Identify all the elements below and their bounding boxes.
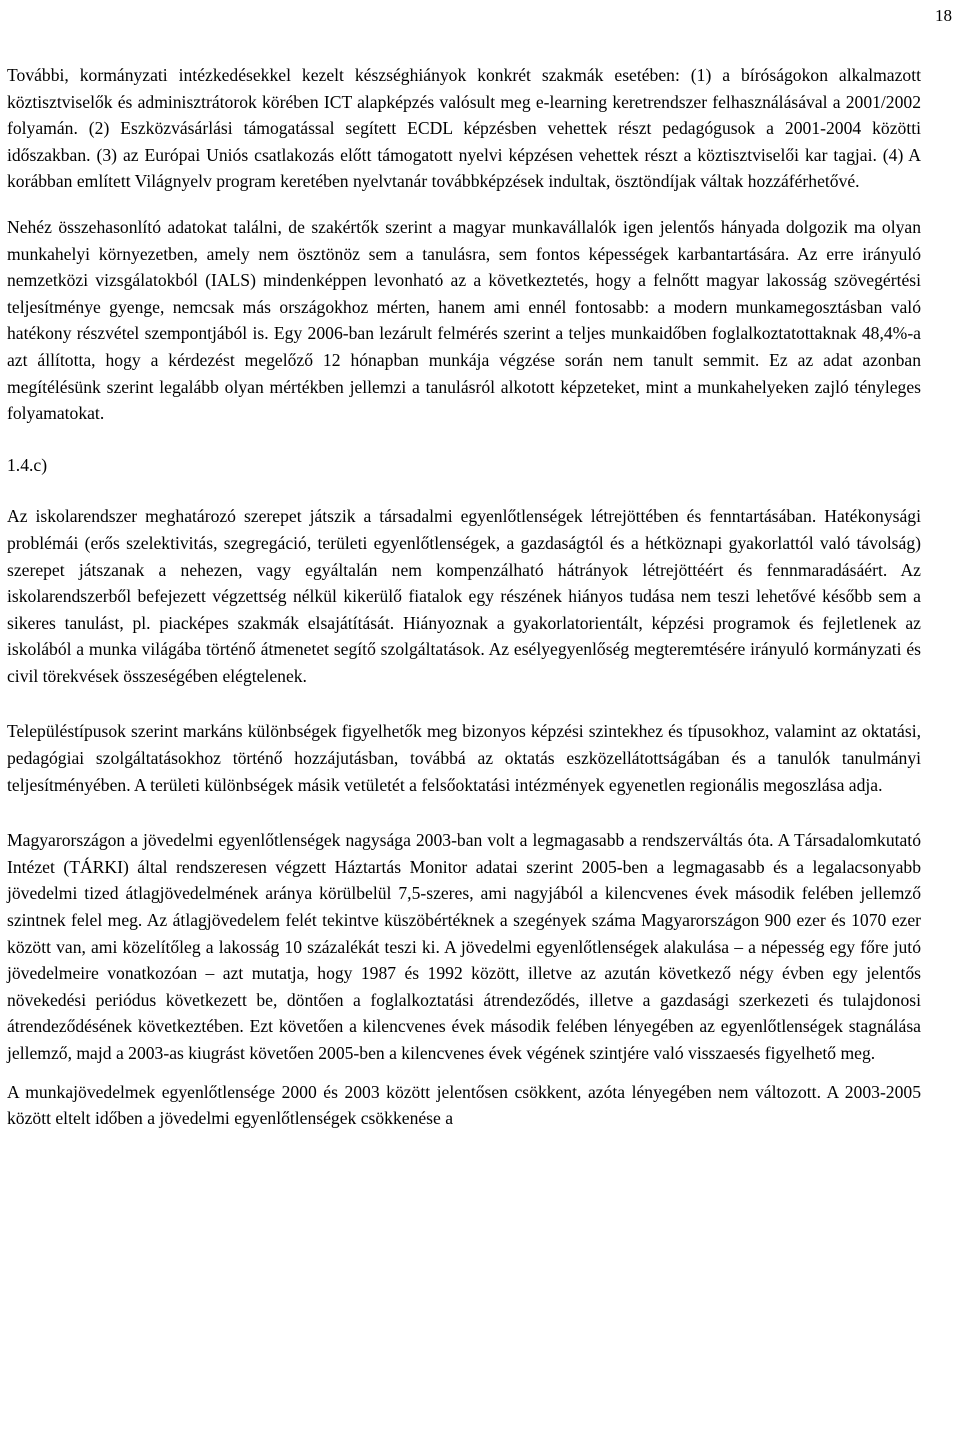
paragraph-workplace-learning: Nehéz összehasonlító adatokat találni, de szakértők szerint a magyar munkavállalók igen jelentős hányada dolgozik ma olyan munkahelyi környezetben, amely nem ösztönöz sem a tanulásra, sem fontos képességek karbantartására. Az erre irányuló nemzetközi vizsgálatokból (IALS) mindenképpen levonható az a következtetés, hogy a felnőtt magyar lakosság szövegértési teljesítménye gyenge, nemcsak más országokhoz mérten, hanem ami ennél fontosabb: a modern munkamegosztásban való hatékony részvétel szempontjából is. Egy 2006-ban lezárult felmérés szerint a teljes munkaidőben foglalkoztatottaknak 48,4%-a azt állította, hogy a kérdezést megelőző 12 hónapban munkája végzése során nem tanult semmit. Ez az adat azonban megítélésünk szerint legalább olyan mértékben jellemzi a tanulásról alkotott képzeteket, mint a munkahelyeken zajló tényleges folyamatokat. xyxy=(7,216,921,424)
document-body xyxy=(7,62,921,1132)
page-number: 18 xyxy=(935,6,952,25)
paragraph-skill-gap-measures: További, kormányzati intézkedésekkel kezelt készséghiányok konkrét szakmák esetében: (1) a bíróságokon alkalmazott köztisztviselők és adminisztrátorok körében ICT alapképzés valósult meg e-learning keretrendszer felhasználásával a 2001/2002 folyamán. (2) Eszközvásárlási támogatással segített ECDL képzésben vehettek részt pedagógusok a 2001-2004 közötti időszakban. (3) az Európai Uniós csatlakozás előtt támogatott nyelvi képzésen vehettek részt a köztisztviselői kar tagjai. (4) A korábban említett Világnyelv program keretében nyelvtanár továbbképzések indultak, ösztöndíjak váltak hozzáférhetővé. xyxy=(7,65,921,192)
paragraph-school-system: Az iskolarendszer meghatározó szerepet játszik a társadalmi egyenlőtlenségek létrejöttében és fenntartásában. Hatékonysági problémái (erős szelektivitás, szegregáció, területi egyenlőtlenségek, a gazdaságtól és a hétköznapi gyakorlattól való távolság) szerepet játszanak a nehezen, vagy egyáltalán nem kompenzálható hátrányok létrejöttéért és fennmaradásáért. Az iskolarendszerből befejezett végzettség nélkül kikerülő fiatalok egy részének hiányos tudása nem teszi lehetővé később sem a sikeres tanulást, pl. piacképes szakmák elsajátítását. Hiányoznak a gyakorlatorientált, képzési programok és fejletlenek az iskolából a munka világába történő átmenetet segítő szolgáltatások. Az esélyegyenlőség megteremtésére irányuló kormányzati és civil törekvések összeségében elégtelenek. xyxy=(7,506,921,686)
paragraph-wage-inequality: A munkajövedelmek egyenlőtlensége 2000 és 2003 között jelentősen csökkent, azóta lényegében nem változott. A 2003-2005 között eltelt időben a jövedelmi egyenlőtlenségek csökkenése a xyxy=(7,1081,921,1129)
paragraph-income-inequality: Magyarországon a jövedelmi egyenlőtlenségek nagysága 2003-ban volt a legmagasabb a rendszerváltás óta. A Társadalomkutató Intézet (TÁRKI) által rendszeresen végzett Háztartás Monitor adatai szerint 2005-ben a legmagasabb és a legalacsonyabb jövedelmi tized átlagjövedelmének aránya körülbelül 7,5-szeres, ami nagyjából a kilencvenes évek második felében jellemző szintnek felel meg. Az átlagjövedelem felét tekintve küszöbértéknek a szegények száma Magyarországon 900 ezer és 1070 ezer között van, ami közelítőleg a lakosság 10 százalékát teszi ki. A jövedelmi egyenlőtlenségek alakulása – a népesség egy főre jutó jövedelmeire vonatkozóan – azt mutatja, hogy 1987 és 1992 között, illetve az azután következő négy évben egy jelentős növekedési periódus következett be, döntően a foglalkoztatási átrendeződés, illetve a gazdasági szerkezeti és tulajdonosi átrendeződésének következtében. Ezt követően a kilencvenes évek második felében lényegében az egyenlőtlenségek stagnálása jellemző, majd a 2003-as kiugrást követően 2005-ben a kilencvenes évek végének szintjére való visszaesés figyelhető meg. xyxy=(7,830,921,1063)
paragraph-settlement-types: Településtípusok szerint markáns különbségek figyelhetők meg bizonyos képzési szintekhez és típusokhoz, valamint az oktatási, pedagógiai szolgáltatásokhoz történő hozzájutásban, továbbá az oktatás eszközellátottságában és a tanulók tanulmányi teljesítményében. A területi különbségek másik vetületét a felsőoktatási intézmények egyenetlen regionális megoszlása adja. xyxy=(7,721,921,795)
section-number: 1.4.c) xyxy=(7,454,48,475)
